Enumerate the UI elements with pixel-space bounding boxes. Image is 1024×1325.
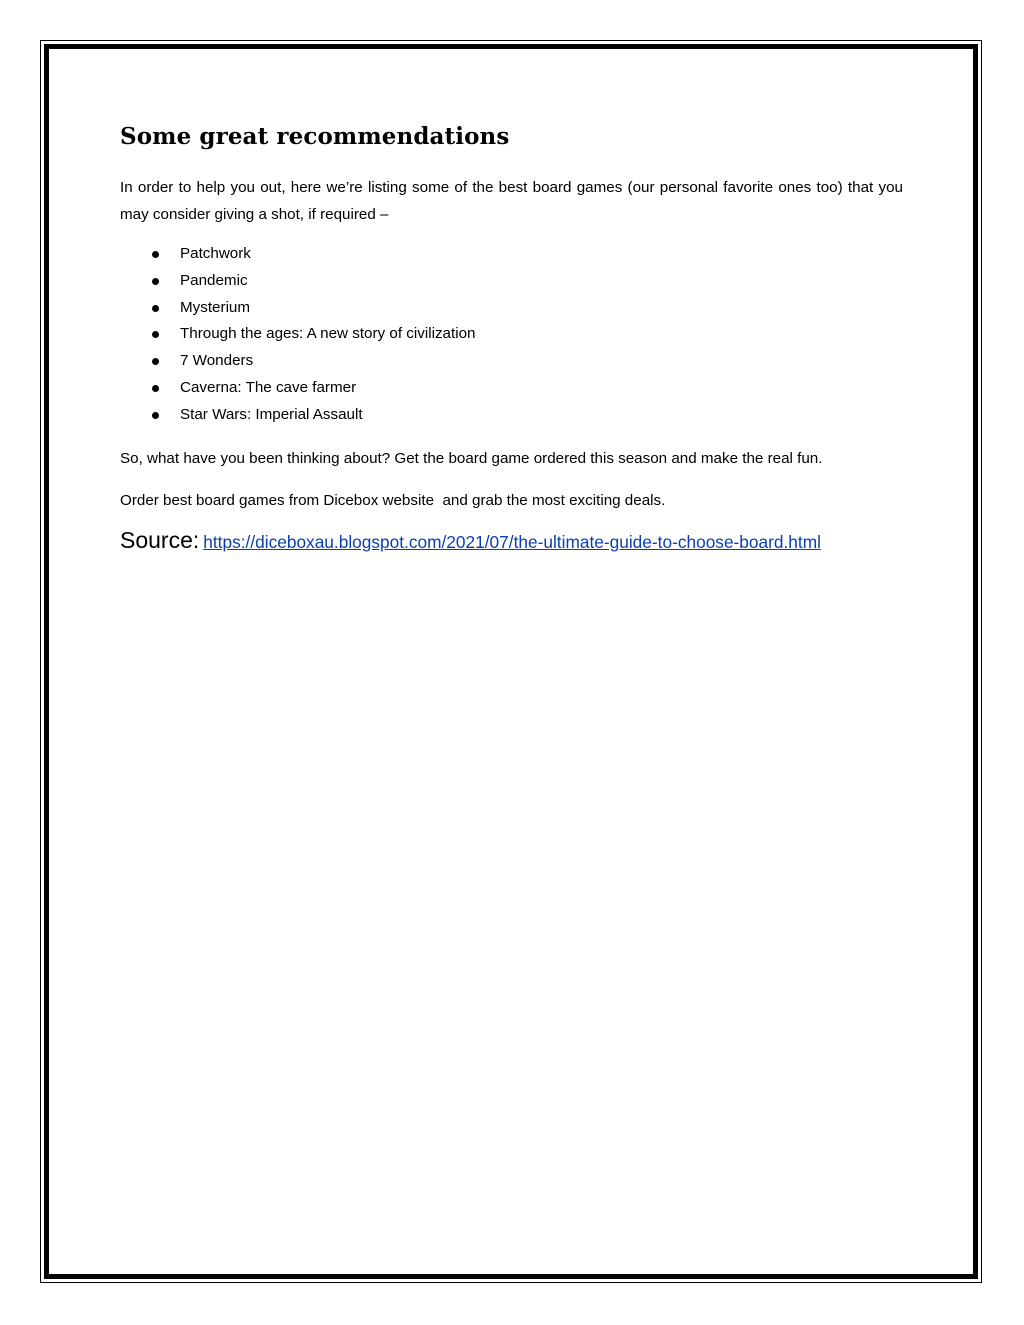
bullet-icon: [152, 385, 159, 392]
list-item-label: Caverna: The cave farmer: [180, 378, 357, 396]
list-item-label: Mysterium: [180, 298, 251, 316]
bullet-icon: [152, 412, 159, 419]
list-item-label: Pandemic: [180, 271, 248, 289]
bullet-icon: [152, 358, 159, 365]
source-label: Source:: [120, 526, 200, 553]
list-item-label: 7 Wonders: [180, 352, 254, 370]
bullet-icon: [152, 278, 159, 285]
list-item: [120, 321, 903, 348]
bullet-icon: [152, 305, 159, 312]
list-item: [120, 348, 903, 375]
order-paragraph: Order best board games from Dicebox website and grab the most exciting deals.: [120, 491, 666, 509]
list-item: [120, 402, 903, 429]
list-item: [120, 268, 903, 295]
list-item-label: Patchwork: [180, 245, 251, 262]
source-line: [120, 527, 903, 554]
bullet-icon: [152, 331, 159, 338]
section-heading: Some great recommendations: [120, 123, 510, 150]
list-item: [120, 241, 903, 268]
source-link[interactable]: https://diceboxau.blogspot.com/2021/07/the-ultimate-guide-to-choose-board.html: [203, 531, 821, 552]
list-item: [120, 375, 903, 402]
list-item-label: Through the ages: A new story of civilization: [180, 325, 476, 343]
intro-paragraph: In order to help you out, here we’re listing some of the best board games (our personal favorite ones too) that you may consider giving a shot, if required –: [120, 179, 903, 223]
document-body: [120, 118, 903, 554]
list-item: [120, 295, 903, 322]
games-list: [120, 241, 903, 429]
bullet-icon: [152, 251, 159, 258]
list-item-label: Star Wars: Imperial Assault: [180, 405, 363, 423]
closing-paragraph: So, what have you been thinking about? Get the board game ordered this season and make the real fun.: [120, 449, 823, 467]
